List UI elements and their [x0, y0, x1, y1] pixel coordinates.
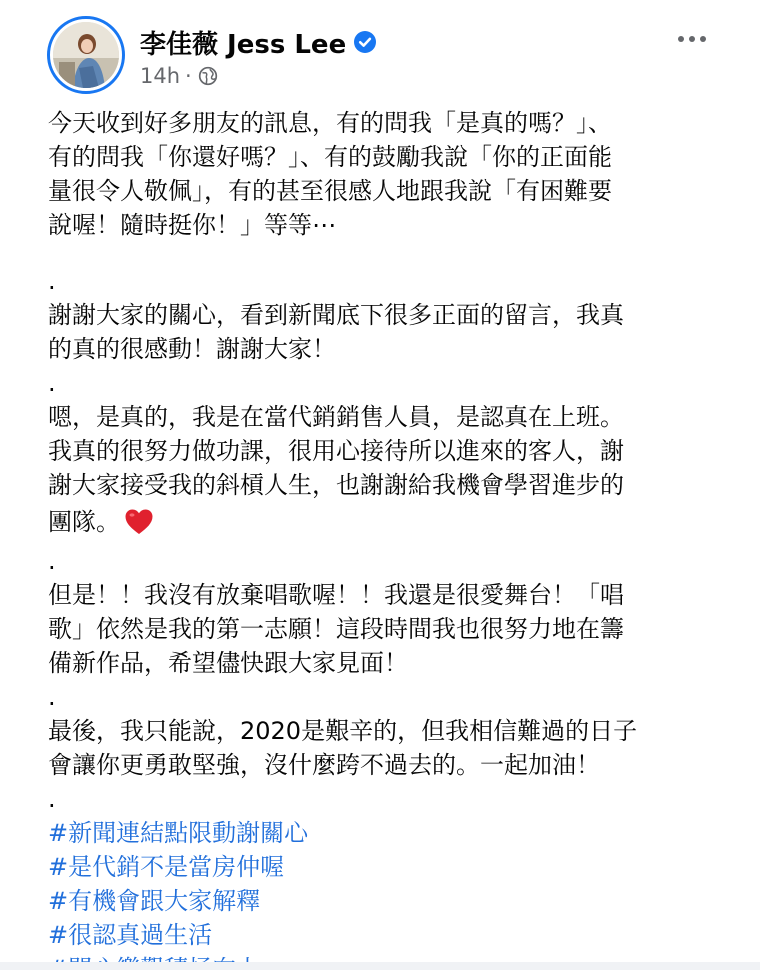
post-line: 我真的很努力做功課，很用心接待所以進來的客人，謝 [48, 437, 624, 465]
post-line: 會讓你更勇敢堅強，沒什麼跨不過去的。一起加油！ [48, 751, 600, 779]
post-line: 嗯，是真的，我是在當代銷銷售人員，是認真在上班。 [48, 403, 624, 431]
separator-dot: . [48, 267, 56, 295]
post-line: 量很令人敬佩」，有的甚至很感人地跟我說「有困難要 [48, 177, 612, 205]
author-avatar[interactable] [47, 16, 125, 94]
post-line: 最後，我只能說，2020是艱辛的，但我相信難過的日子 [48, 717, 638, 745]
post-meta [140, 62, 218, 90]
hashtag-link[interactable]: #很認真過生活 [48, 921, 213, 949]
post-line: 歌」依然是我的第一志願！這段時間我也很努力地在籌 [48, 615, 624, 643]
separator-dot: . [48, 369, 56, 397]
red-heart-icon [124, 508, 154, 536]
post-line: 團隊。 [48, 508, 120, 536]
post-line: 備新作品，希望儘快跟大家見面！ [48, 649, 408, 677]
hashtag-list [48, 816, 728, 970]
globe-icon[interactable] [198, 66, 218, 86]
verified-badge-icon [354, 31, 376, 53]
post-line: 說喔！隨時挺你！」等等⋯ [48, 211, 336, 239]
post-bottom-divider [0, 962, 760, 970]
author-name[interactable]: 李佳薇 Jess Lee [140, 29, 347, 60]
author-row [140, 24, 376, 60]
post-line-with-emoji [48, 502, 728, 542]
post-line: 有的問我「你還好嗎？」、有的鼓勵我說「你的正面能 [48, 143, 612, 171]
avatar-image-icon [53, 22, 119, 88]
meta-separator: · [185, 64, 192, 88]
separator-dot: . [48, 547, 56, 575]
post-line: 但是！！我沒有放棄唱歌喔！！我還是很愛舞台！「唱 [48, 581, 624, 609]
more-options-button[interactable] [672, 24, 712, 54]
post-line: 今天收到好多朋友的訊息，有的問我「是真的嗎？」、 [48, 109, 612, 137]
hashtag-link[interactable]: #新聞連結點限動謝關心 [48, 819, 309, 847]
more-dot [678, 36, 684, 42]
avatar-photo [53, 22, 119, 88]
separator-dot: . [48, 683, 56, 711]
post-content [48, 106, 728, 970]
separator-dot: . [48, 785, 56, 813]
hashtag-link[interactable]: #是代銷不是當房仲喔 [48, 853, 285, 881]
hashtag-link[interactable]: #有機會跟大家解釋 [48, 887, 261, 915]
post-line: 的真的很感動！謝謝大家！ [48, 335, 336, 363]
post-line: 謝謝大家的關心，看到新聞底下很多正面的留言，我真 [48, 301, 624, 329]
more-dot [689, 36, 695, 42]
post-timestamp[interactable]: 14h [140, 64, 181, 88]
post-line: 謝大家接受我的斜槓人生，也謝謝給我機會學習進步的 [48, 471, 624, 499]
more-dot [700, 36, 706, 42]
